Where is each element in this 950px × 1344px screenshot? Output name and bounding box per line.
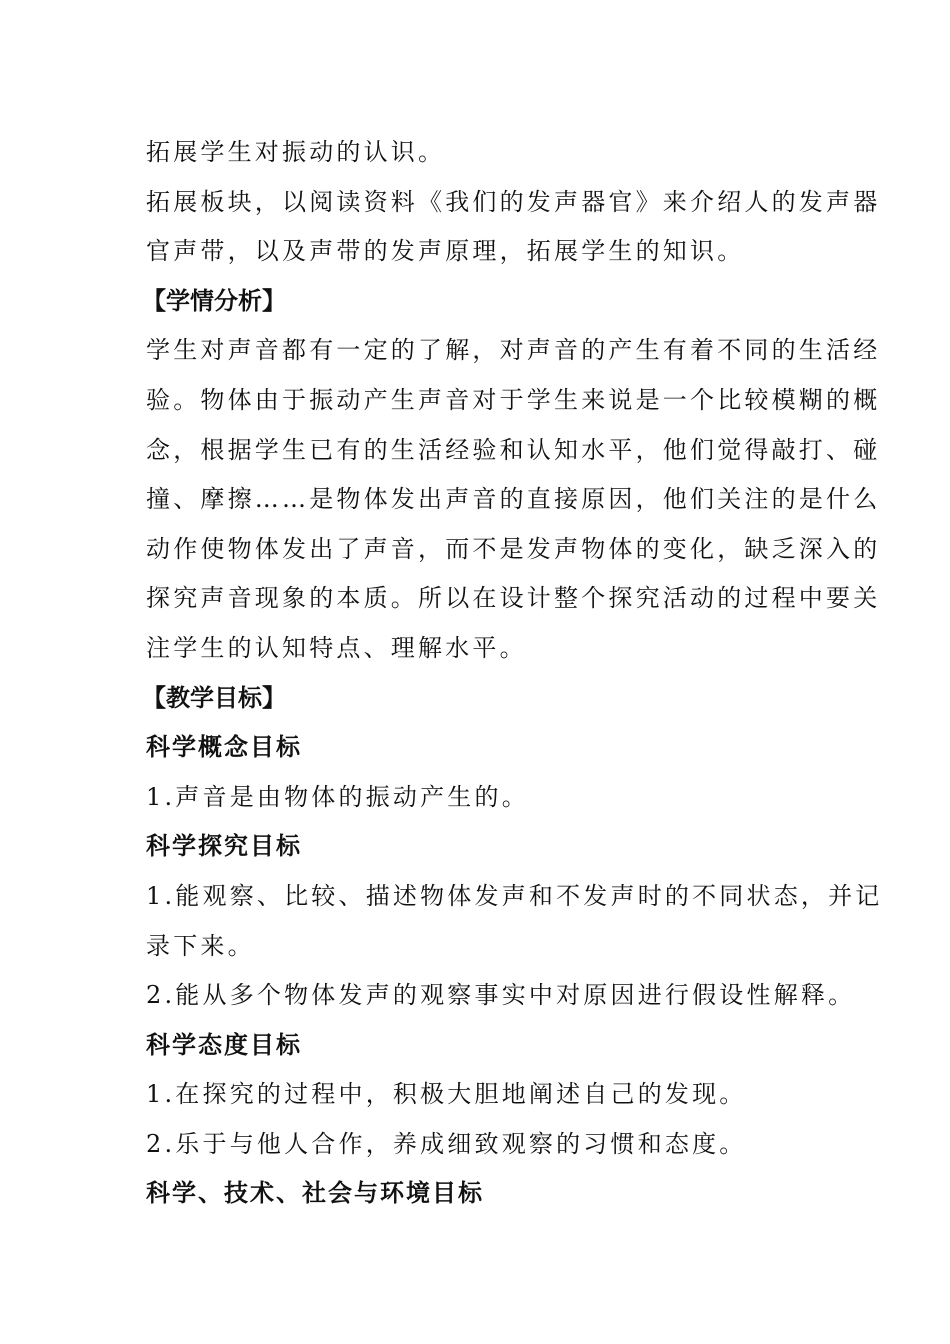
subheading-concept-goals: 科学概念目标 [146,733,302,762]
body-text-line: 注学生的认知特点、理解水平。 [146,633,527,662]
body-text-line: 动作使物体发出了声音，而不是发声物体的变化，缺乏深入的 [146,534,881,563]
list-item: 1.能观察、比较、描述物体发声和不发声时的不同状态，并记 [146,881,883,910]
body-text-line: 拓展板块，以阅读资料《我们的发声器官》来介绍人的发声器 [146,187,881,216]
body-text-line: 探究声音现象的本质。所以在设计整个探究活动的过程中要关 [146,584,881,613]
body-text-line: 验。物体由于振动产生声音对于学生来说是一个比较模糊的概 [146,385,881,414]
list-item-continuation: 录下来。 [146,931,255,960]
document-body [142,128,883,1219]
subheading-attitude-goals: 科学态度目标 [146,1030,302,1059]
body-text-line: 官声带，以及声带的发声原理，拓展学生的知识。 [146,237,745,266]
body-text-line: 撞、摩擦……是物体发出声音的直接原因，他们关注的是什么 [146,485,881,514]
section-heading-teaching-goals: 【教学目标】 [142,683,286,712]
subheading-inquiry-goals: 科学探究目标 [146,832,302,861]
list-item: 2.乐于与他人合作，养成细致观察的习惯和态度。 [146,1129,747,1158]
body-text-line: 学生对声音都有一定的了解，对声音的产生有着不同的生活经 [146,336,881,365]
subheading-stse-goals: 科学、技术、社会与环境目标 [146,1179,484,1208]
body-text-line: 念，根据学生已有的生活经验和认知水平，他们觉得敲打、碰 [146,435,881,464]
list-item: 1.在探究的过程中，积极大胆地阐述自己的发现。 [146,1080,747,1109]
list-item: 2.能从多个物体发声的观察事实中对原因进行假设性解释。 [146,981,856,1010]
body-text-line: 拓展学生对振动的认识。 [146,138,446,166]
list-item: 1.声音是由物体的振动产生的。 [146,782,529,811]
section-heading-learning-analysis: 【学情分析】 [142,286,286,315]
